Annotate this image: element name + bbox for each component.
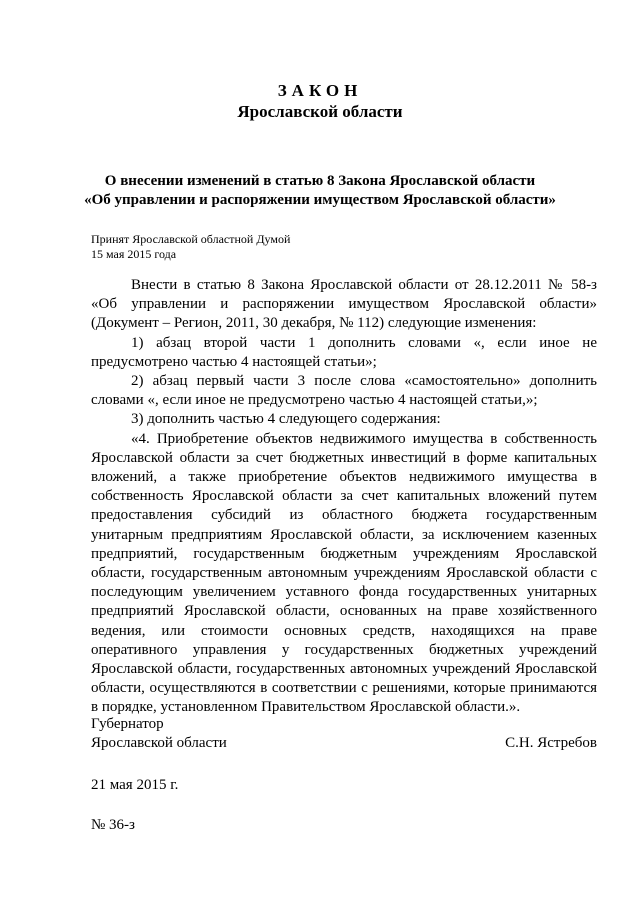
signatory-title-line-1: Губернатор	[91, 716, 164, 732]
body-paragraph-intro: Внести в статью 8 Закона Ярославской области от 28.12.2011 № 58-з «Об управлении и распоряжении имуществом Ярославской области» (Документ – Регион, 2011, 30 декабря, № 112) следующие изменения:	[91, 277, 597, 332]
signing-date: 21 мая 2015 г.	[91, 777, 179, 793]
signature-block	[91, 715, 597, 753]
subject-line-1: О внесении изменений в статью 8 Закона Ярославской области	[104, 173, 536, 189]
body-paragraph-part-4: «4. Приобретение объектов недвижимого имущества в собственность Ярославской области за счет бюджетных инвестиций в форме капитальных вложений, а также приобретение объектов недвижимого имущества в собственность Ярославской области за счет капитальных вложений путем предоставления субсидий из областного бюджета государственным унитарным предприятиям Ярославской области, за исключением казенных предприятий, государственным бюджетным учреждениям Ярославской области, государственным автономным учреждениям Ярославской области с последующим увеличением уставного фонда государственных унитарных предприятий Ярославской области, основанных на праве хозяйственного ведения, или стоимости основных средств, находящихся на праве оперативного управления у государственных бюджетных учреждений Ярославской области, государственных автономных учреждений Ярославской области, осуществляются в соответствии с решениями, которые принимаются в порядке, установленном Правительством Ярославской области.».	[91, 430, 597, 716]
body-paragraph-item-2: 2) абзац первый части 3 после слова «самостоятельно» дополнить словами «, если иное не предусмотрено частью 4 настоящей статьи,»;	[91, 373, 597, 409]
law-title: ЗАКОН	[277, 81, 363, 100]
law-number: № 36-з	[91, 817, 135, 833]
body-paragraph-item-3: 3) дополнить частью 4 следующего содержания:	[131, 411, 441, 428]
law-subject	[0, 172, 640, 210]
adoption-note	[91, 232, 290, 262]
subject-line-2: «Об управлении и распоряжении имуществом Ярославской области»	[84, 192, 556, 208]
signatory-name: С.Н. Ястребов	[505, 735, 597, 751]
law-region: Ярославской области	[237, 102, 403, 121]
adoption-date: 15 мая 2015 года	[91, 247, 177, 261]
body-paragraph-item-1: 1) абзац второй части 1 дополнить словами «, если иное не предусмотрено частью 4 настоящей статьи»;	[91, 334, 597, 370]
adoption-body: Принят Ярославской областной Думой	[91, 232, 291, 246]
signatory-title-line-2: Ярославской области	[91, 735, 227, 751]
law-body	[91, 276, 597, 718]
